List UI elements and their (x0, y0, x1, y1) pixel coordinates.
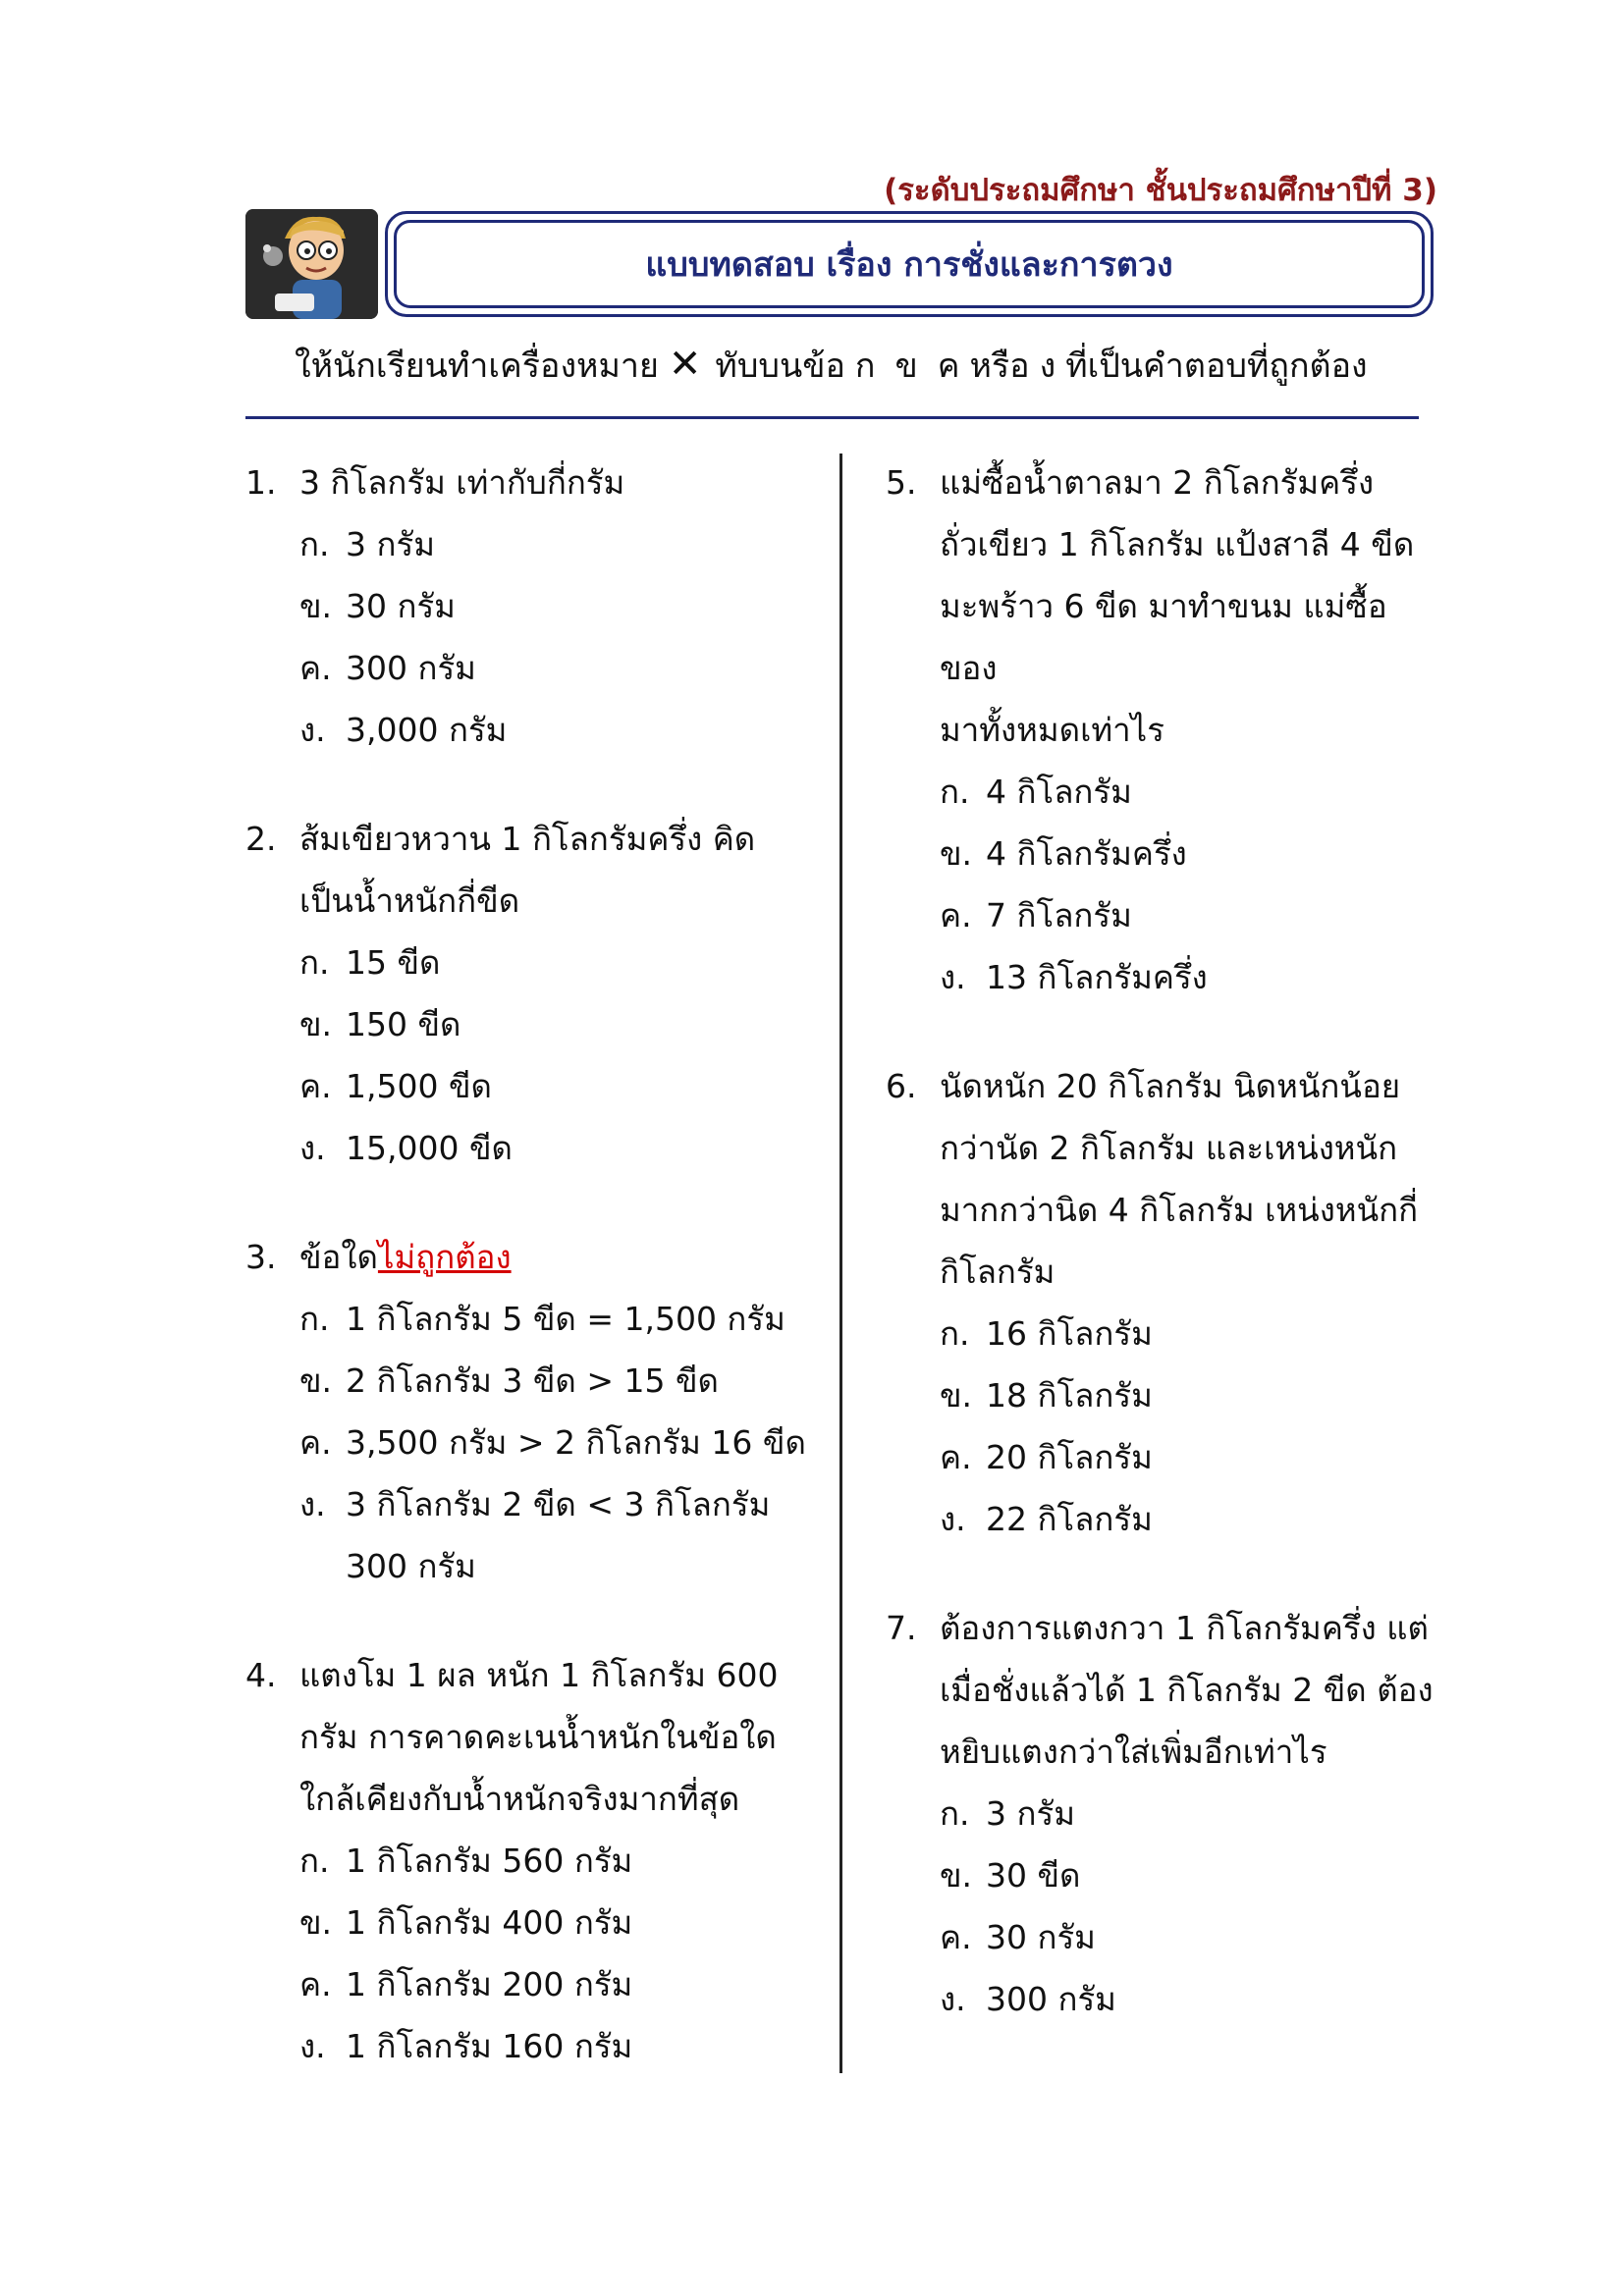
option-c[interactable] (245, 1953, 825, 2015)
option-a[interactable] (245, 513, 825, 575)
option-text: 13 กิโลกรัมครึ่ง (986, 958, 1208, 996)
option-a[interactable] (886, 761, 1435, 823)
option-c[interactable] (886, 1426, 1435, 1488)
option-d[interactable] (886, 1488, 1435, 1550)
option-c[interactable] (245, 637, 825, 699)
option-a[interactable] (245, 1830, 825, 1892)
left-column (245, 452, 825, 2124)
question-text: 3 กิโลกรัม เท่ากับกี่กรัม (299, 463, 625, 502)
option-text: 1,500 ขีด (346, 1067, 492, 1105)
column-divider (839, 454, 842, 2073)
question-number: 3. (245, 1238, 277, 1276)
option-text-continued: 300 กรัม (346, 1547, 476, 1585)
cross-mark-icon: ✕ (668, 342, 702, 387)
option-label: ค. (299, 1067, 332, 1105)
option-label: ค. (299, 1423, 332, 1462)
option-label: ก. (940, 1794, 970, 1833)
title-frame-inner (394, 220, 1425, 308)
option-a[interactable] (886, 1783, 1435, 1844)
option-label: ง. (940, 1500, 966, 1538)
option-label: ง. (299, 2027, 326, 2065)
student-illustration (245, 209, 378, 319)
question-number: 6. (886, 1067, 917, 1105)
option-text: 1 กิโลกรัม 400 กรัม (346, 1903, 633, 1942)
option-text: 15 ขีด (346, 943, 441, 982)
option-text: 150 ขีด (346, 1005, 461, 1043)
instruction-text-or: หรือ (969, 347, 1030, 386)
choice-letter-b: ข (894, 347, 918, 386)
option-d[interactable] (245, 1473, 825, 1535)
question-number: 7. (886, 1609, 917, 1647)
right-column (886, 452, 1435, 2077)
option-label: ข. (299, 1903, 333, 1942)
option-label: ง. (299, 711, 326, 749)
option-text: 7 กิโลกรัม (986, 896, 1132, 934)
question-number: 4. (245, 1656, 277, 1694)
question-2 (245, 808, 825, 1179)
option-label: ข. (940, 1376, 973, 1415)
option-d[interactable] (886, 946, 1435, 1008)
option-label: ค. (940, 1918, 972, 1956)
question-number: 5. (886, 463, 917, 502)
title-frame (385, 211, 1434, 317)
option-label: ค. (940, 1438, 972, 1476)
choice-letter-a: ก (854, 347, 876, 386)
question-5 (886, 452, 1435, 1008)
option-text: 18 กิโลกรัม (986, 1376, 1153, 1415)
option-label: ค. (940, 896, 972, 934)
option-label: ง. (299, 1485, 326, 1523)
option-text: 4 กิโลกรัมครึ่ง (986, 834, 1187, 873)
option-c[interactable] (886, 1906, 1435, 1968)
instruction-text-middle: ทับบนข้อ (715, 347, 845, 386)
option-label: ค. (299, 649, 332, 687)
instruction-text-before: ให้นักเรียนทำเครื่องหมาย (295, 347, 659, 386)
question-text-continued: หยิบแตงกว่าใส่เพิ่มอีกเท่าไร (940, 1733, 1327, 1771)
option-label: ข. (299, 1005, 333, 1043)
option-text: 22 กิโลกรัม (986, 1500, 1153, 1538)
option-text: 3,500 กรัม > 2 กิโลกรัม 16 ขีด (346, 1423, 806, 1462)
option-text: 30 กรัม (346, 587, 456, 625)
option-text: 20 กิโลกรัม (986, 1438, 1153, 1476)
question-text-continued: กรัม การคาดคะเนน้ำหนักในข้อใด (299, 1718, 777, 1756)
option-b[interactable] (245, 1350, 825, 1412)
option-b[interactable] (245, 993, 825, 1055)
question-text-continued: เป็นน้ำหนักกี่ขีด (299, 881, 520, 920)
option-label: ก. (940, 773, 970, 811)
question-text: ส้มเขียวหวาน 1 กิโลกรัมครึ่ง คิด (299, 820, 756, 858)
option-a[interactable] (245, 1288, 825, 1350)
choice-letter-d: ง (1039, 347, 1056, 386)
student-avatar-image (245, 209, 378, 319)
option-label: ก. (299, 1842, 330, 1880)
question-text-continued: มาทั้งหมดเท่าไร (940, 711, 1164, 749)
option-text: 3 กรัม (986, 1794, 1075, 1833)
question-text: แตงโม 1 ผล หนัก 1 กิโลกรัม 600 (299, 1656, 779, 1694)
option-d[interactable] (245, 1117, 825, 1179)
option-text: 300 กรัม (346, 649, 476, 687)
option-d[interactable] (245, 2015, 825, 2077)
option-b[interactable] (245, 575, 825, 637)
question-4 (245, 1644, 825, 2077)
option-text: 30 ขีด (986, 1856, 1081, 1895)
choice-letter-c: ค (937, 347, 960, 386)
question-1 (245, 452, 825, 761)
question-text-continued: กิโลกรัม (940, 1253, 1056, 1291)
option-a[interactable] (245, 932, 825, 993)
instruction-line (295, 339, 1394, 392)
option-d[interactable] (245, 699, 825, 761)
option-label: ก. (299, 943, 330, 982)
option-text: 1 กิโลกรัม 200 กรัม (346, 1965, 633, 2003)
test-title: แบบทดสอบ เรื่อง การชั่งและการตวง (645, 245, 1173, 285)
option-a[interactable] (886, 1303, 1435, 1364)
option-b[interactable] (886, 1364, 1435, 1426)
option-c[interactable] (886, 884, 1435, 946)
option-label: ง. (940, 958, 966, 996)
question-text: ต้องการแตงกวา 1 กิโลกรัมครึ่ง แต่ (940, 1609, 1429, 1647)
option-text: 15,000 ขีด (346, 1129, 513, 1167)
question-stem: ข้อใด (299, 1238, 378, 1276)
option-label: ง. (299, 1129, 326, 1167)
option-text: 3 กรัม (346, 525, 435, 563)
option-text: 1 กิโลกรัม 560 กรัม (346, 1842, 633, 1880)
option-label: ง. (940, 1980, 966, 2018)
question-text-continued: มากกว่านิด 4 กิโลกรัม เหน่งหนักกี่ (940, 1191, 1419, 1229)
instruction-text-after: ที่เป็นคำตอบที่ถูกต้อง (1065, 347, 1368, 386)
option-b[interactable] (245, 1892, 825, 1953)
option-text: 1 กิโลกรัม 160 กรัม (346, 2027, 633, 2065)
question-text-continued: มะพร้าว 6 ขีด มาทำขนม แม่ซื้อของ (940, 587, 1387, 687)
question-6 (886, 1055, 1435, 1550)
option-b[interactable] (886, 823, 1435, 884)
option-label: ข. (299, 1362, 333, 1400)
option-text: 16 กิโลกรัม (986, 1314, 1153, 1353)
question-text: นัดหนัก 20 กิโลกรัม นิดหนักน้อย (940, 1067, 1401, 1105)
option-b[interactable] (886, 1844, 1435, 1906)
question-text-continued: ใกล้เคียงกับน้ำหนักจริงมากที่สุด (299, 1780, 740, 1818)
question-text: แม่ซื้อน้ำตาลมา 2 กิโลกรัมครึ่ง (940, 463, 1375, 502)
question-text-continued: เมื่อชั่งแล้วได้ 1 กิโลกรัม 2 ขีด ต้อง (940, 1671, 1434, 1709)
option-label: ก. (299, 525, 330, 563)
option-label: ค. (299, 1965, 332, 2003)
question-text-continued: ถั่วเขียว 1 กิโลกรัม แป้งสาลี 4 ขีด (940, 525, 1415, 563)
option-text: 4 กิโลกรัม (986, 773, 1132, 811)
option-text: 3 กิโลกรัม 2 ขีด < 3 กิโลกรัม (346, 1485, 771, 1523)
option-label: ข. (299, 587, 333, 625)
option-d[interactable] (886, 1968, 1435, 2030)
grade-level-label: (ระดับประถมศึกษา ชั้นประถมศึกษาปีที่ 3) (884, 173, 1437, 208)
question-7 (886, 1597, 1435, 2030)
option-text: 2 กิโลกรัม 3 ขีด > 15 ขีด (346, 1362, 719, 1400)
question-text-continued: กว่านัด 2 กิโลกรัม และเหน่งหนัก (940, 1129, 1398, 1167)
question-3 (245, 1226, 825, 1597)
question-number: 2. (245, 820, 277, 858)
option-label: ก. (940, 1314, 970, 1353)
negation-emphasis: ไม่ถูกต้อง (377, 1238, 512, 1276)
option-text: 1 กิโลกรัม 5 ขีด = 1,500 กรัม (346, 1300, 785, 1338)
question-number: 1. (245, 463, 277, 502)
option-text: 30 กรัม (986, 1918, 1096, 1956)
option-c[interactable] (245, 1412, 825, 1473)
option-text: 300 กรัม (986, 1980, 1116, 2018)
option-c[interactable] (245, 1055, 825, 1117)
option-label: ก. (299, 1300, 330, 1338)
option-label: ข. (940, 834, 973, 873)
option-label: ข. (940, 1856, 973, 1895)
question-text (299, 1226, 825, 1288)
header-divider (245, 416, 1419, 419)
option-text: 3,000 กรัม (346, 711, 508, 749)
